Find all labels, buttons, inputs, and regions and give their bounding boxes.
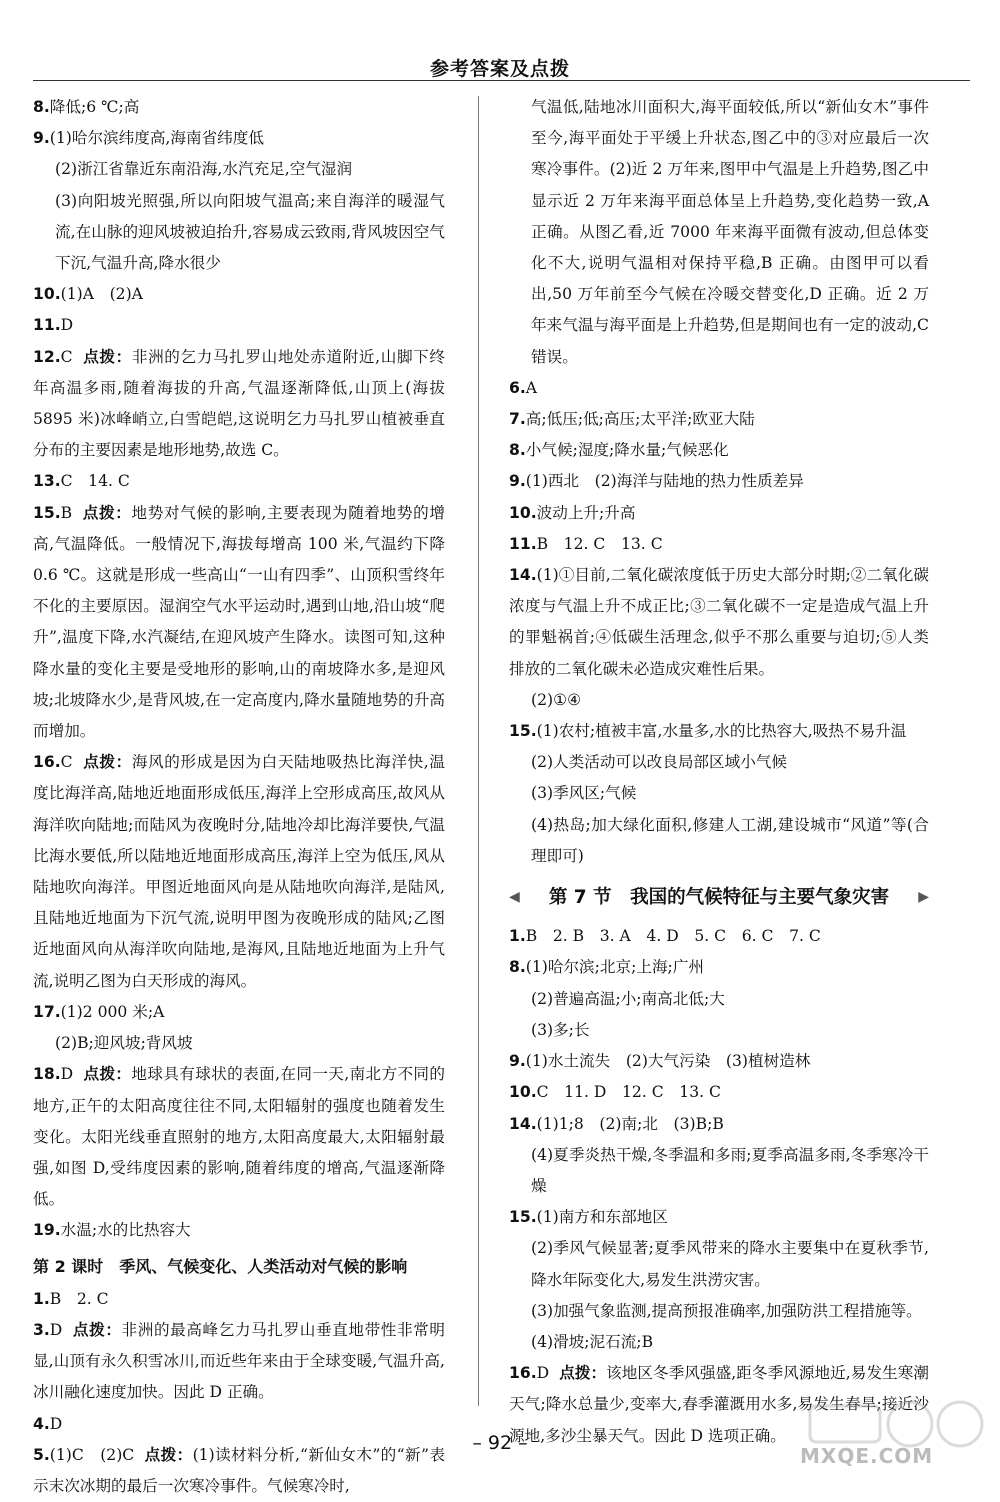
answer-item bbox=[33, 747, 445, 997]
question-number: 11. bbox=[509, 534, 537, 553]
answer-item bbox=[509, 716, 929, 747]
answer-text: D bbox=[60, 316, 74, 335]
answer-item bbox=[509, 1077, 929, 1108]
tip-label: 点拨： bbox=[83, 1065, 132, 1084]
header-rule bbox=[33, 80, 970, 81]
answer-text: (1)南方和东部地区 bbox=[536, 1208, 668, 1227]
answer-text: 高;低压;低;高压;太平洋;欧亚大陆 bbox=[525, 410, 755, 429]
answer-item bbox=[509, 1202, 929, 1233]
answer-text: (1)1;8 (2)南;北 (3)B;B bbox=[536, 1114, 724, 1133]
lesson-subheading: 第 2 课时 季风、气候变化、人类活动对气候的影响 bbox=[33, 1256, 408, 1276]
answer-text: (1)2 000 米;A bbox=[60, 1002, 165, 1021]
triangle-left-icon: ◀ bbox=[509, 889, 520, 906]
answer-item bbox=[509, 529, 929, 560]
answer-text: 波动上升;升高 bbox=[536, 503, 636, 522]
question-number: 8. bbox=[509, 441, 526, 460]
answer-text: (1)水土流失 (2)大气污染 (3)植树造林 bbox=[525, 1052, 811, 1071]
question-number: 4. bbox=[33, 1414, 50, 1433]
answer-text: (3)加强气象监测,提高预报准确率,加强防洪工程措施等。 bbox=[531, 1301, 922, 1320]
answer-item bbox=[509, 1015, 929, 1046]
tip-text: (1)读材料分析,“新仙女木”的“新”表示末次冰期的最后一次寒冷事件。气候寒冷时, bbox=[33, 1445, 445, 1495]
answer-item bbox=[509, 1233, 929, 1295]
tip-label: 点拨： bbox=[82, 347, 132, 366]
question-number: 15. bbox=[33, 503, 61, 522]
answer-item bbox=[509, 373, 929, 404]
question-number: 18. bbox=[33, 1065, 61, 1084]
question-number: 1. bbox=[33, 1289, 50, 1308]
answer-item bbox=[33, 279, 445, 310]
answer-item bbox=[33, 466, 445, 497]
answer-item bbox=[33, 123, 445, 154]
question-number: 7. bbox=[509, 410, 526, 429]
tip-label: 点拨： bbox=[82, 503, 132, 522]
answer-item bbox=[509, 984, 929, 1015]
question-number: 11. bbox=[33, 316, 61, 335]
question-number: 10. bbox=[509, 1083, 537, 1102]
tip-text: 非洲的乞力马扎罗山地处赤道附近,山脚下终年高温多雨,随着海拔的升高,气温逐渐降低,山顶上(海拔 5895 米)冰峰峭立,白雪皑皑,这说明乞力马扎罗山植被垂直分布的主要因素是地形地势,故选 C。 bbox=[33, 347, 445, 460]
answer-text: (1)A (2)A bbox=[60, 285, 143, 304]
answer-text: B 2. C bbox=[49, 1289, 109, 1308]
tip-label: 点拨： bbox=[72, 1320, 122, 1339]
question-number: 9. bbox=[33, 129, 50, 148]
question-number: 9. bbox=[509, 1052, 526, 1071]
question-number: 10. bbox=[509, 503, 537, 522]
question-number: 5. bbox=[33, 1445, 50, 1464]
answer-text: (1)哈尔滨纬度高,海南省纬度低 bbox=[49, 129, 264, 148]
answer-item bbox=[509, 1109, 929, 1140]
answer-text: (4)滑坡;泥石流;B bbox=[531, 1332, 654, 1351]
answer-item bbox=[509, 952, 929, 983]
question-number: 15. bbox=[509, 722, 537, 741]
answer-item bbox=[33, 1315, 445, 1409]
answer-item bbox=[509, 435, 929, 466]
answer-text: (4)夏季炎热干燥,冬季温和多雨;夏季高温多雨,冬季寒冷干燥 bbox=[531, 1145, 929, 1195]
answer-item bbox=[33, 1284, 445, 1315]
tip-text: 地势对气候的影响,主要表现为随着地势的增高,气温降低。一般情况下,海拔每增高 100 米,气温约下降 0.6 ℃。这就是形成一些高山“一山有四季”、山顶积雪终年不化的主要原因。湿润空气水平运动时,遇到山地,沿山坡“爬升”,温度下降,水汽凝结,在迎风坡产生降水。读图可知,这种降水量的变化主要是受地形的影响,山的南坡降水多,是迎风坡;北坡降水少,是背风坡,在一定高度内,降水量随地势的升高而增加。 bbox=[33, 503, 445, 741]
question-number: 1. bbox=[509, 927, 526, 946]
answer-item bbox=[33, 498, 445, 748]
question-number: 19. bbox=[33, 1221, 61, 1240]
answer-item bbox=[509, 1046, 929, 1077]
answer-text: (2)B;迎风坡;背风坡 bbox=[55, 1034, 193, 1053]
page-number: – 92 – bbox=[472, 1432, 528, 1454]
answer-text: (3)多;长 bbox=[531, 1020, 590, 1039]
tip-text: 该地区冬季风强盛,距冬季风源地近,易发生寒潮天气;降水总量少,变率大,春季灌溉用水多,易发生春旱;接近沙源地,多沙尘暴天气。因此 D 选项正确。 bbox=[509, 1364, 929, 1445]
answer-text: D bbox=[60, 1065, 74, 1084]
question-number: 8. bbox=[33, 98, 50, 116]
answer-text: B bbox=[60, 503, 73, 522]
answer-item bbox=[509, 1140, 929, 1202]
question-number: 17. bbox=[33, 1002, 61, 1021]
answer-text: (3)向阳坡光照强,所以向阳坡气温高;来自海洋的暖湿气流,在山脉的迎风坡被迫抬升,容易成云致雨,背风坡因空气下沉,气温升高,降水很少 bbox=[55, 191, 445, 273]
answer-item bbox=[509, 404, 929, 435]
answer-text: (1)农村;植被丰富,水量多,水的比热容大,吸热不易升温 bbox=[536, 722, 907, 741]
answer-text: B 2. B 3. A 4. D 5. C 6. C 7. C bbox=[525, 927, 821, 946]
answer-item bbox=[509, 778, 929, 809]
answer-text: (2)人类活动可以改良局部区域小气候 bbox=[531, 753, 787, 772]
answer-item bbox=[509, 92, 929, 373]
question-number: 16. bbox=[509, 1364, 537, 1383]
question-number: 13. bbox=[33, 472, 61, 491]
answer-item bbox=[33, 310, 445, 341]
answer-item bbox=[33, 1059, 445, 1215]
answer-item bbox=[33, 997, 445, 1028]
question-number: 9. bbox=[509, 472, 526, 491]
answer-item bbox=[33, 186, 445, 280]
section-heading bbox=[509, 882, 929, 913]
answer-item bbox=[33, 92, 445, 123]
answer-text: (1)西北 (2)海洋与陆地的热力性质差异 bbox=[525, 472, 804, 491]
answer-item bbox=[509, 1296, 929, 1327]
answer-text: (1)①目前,二氧化碳浓度低于历史大部分时期;②二氧化碳浓度与气温上升不成正比;③二氧化碳不一定是造成气温上升的罪魁祸首;④低碳生活理念,似乎不那么重要与迫切;⑤人类排放的二氧化碳未必造成灾难性后果。 bbox=[509, 566, 929, 678]
answer-item bbox=[509, 560, 929, 685]
watermark-text: MXQE.COM bbox=[800, 1444, 934, 1468]
answer-text: (3)季风区;气候 bbox=[531, 784, 637, 803]
tip-text: 非洲的最高峰乞力马扎罗山垂直地带性非常明显,山顶有永久积雪冰川,而近些年来由于全球变暖,气温升高,冰川融化速度加快。因此 D 正确。 bbox=[33, 1320, 445, 1402]
answer-text: (1)哈尔滨;北京;上海;广州 bbox=[525, 958, 704, 977]
tip-text: 地球具有球状的表面,在同一天,南北方不同的地方,正午的太阳高度往往不同,太阳辐射的强度也随着发生变化。太阳光线垂直照射的地方,太阳高度最大,太阳辐射最强,如图 D,受纬度因素的影响,随着纬度的增高,气温逐渐降低。 bbox=[33, 1065, 445, 1209]
answer-text: A bbox=[525, 378, 538, 397]
answer-text: (2)浙江省靠近东南沿海,水汽充足,空气湿润 bbox=[55, 160, 353, 179]
question-number: 14. bbox=[509, 1114, 537, 1133]
answer-text: D bbox=[536, 1364, 550, 1383]
answer-item bbox=[509, 1327, 929, 1358]
answer-text: C 14. C bbox=[60, 472, 130, 491]
answer-text: (4)热岛;加大绿化面积,修建人工湖,建设城市“风道”等(合理即可) bbox=[531, 815, 929, 865]
answer-item bbox=[33, 342, 445, 467]
question-number: 6. bbox=[509, 378, 526, 397]
answer-item bbox=[509, 685, 929, 716]
page-header: 参考答案及点拨 bbox=[429, 58, 570, 80]
answer-text: (1)C (2)C bbox=[49, 1445, 135, 1464]
answer-text: (2)季风气候显著;夏季风带来的降水主要集中在夏秋季节,降水年际变化大,易发生洪涝灾害。 bbox=[531, 1239, 929, 1289]
answer-text: D bbox=[49, 1320, 63, 1339]
question-number: 14. bbox=[509, 566, 537, 585]
tip-label: 点拨： bbox=[559, 1364, 607, 1383]
answer-text: (2)普遍高温;小;南高北低;大 bbox=[531, 989, 725, 1008]
answer-text: D bbox=[49, 1414, 63, 1433]
right-column bbox=[509, 92, 929, 1452]
tip-label: 点拨： bbox=[144, 1445, 193, 1464]
answer-item bbox=[509, 921, 929, 952]
answer-item bbox=[33, 1028, 445, 1059]
answer-text: 气温低,陆地冰川面积大,海平面较低,所以“新仙女木”事件至今,海平面处于平缓上升状态,图乙中的③对应最后一次寒冷事件。(2)近 2 万年来,图甲中气温是上升趋势,图乙中显示近 2 万年来海平面总体呈上升趋势,变化趋势一致,A 正确。从图乙看,近 7000 年来海平面微有波动,但总体变化不大,说明气温相对保持平稳,B 正确。由图甲可以看出,50 万年前至今气候在冷暖交替变化,D 正确。近 2 万年来气温与海平面是上升趋势,但是期间也有一定的波动,C 错误。 bbox=[531, 98, 929, 366]
column-divider bbox=[478, 96, 479, 1406]
answer-text: C bbox=[60, 753, 73, 772]
question-number: 8. bbox=[509, 958, 526, 977]
question-number: 3. bbox=[33, 1320, 50, 1339]
answer-item bbox=[33, 154, 445, 185]
tip-label: 点拨： bbox=[82, 753, 132, 772]
answer-text: 降低;6 ℃;高 bbox=[49, 98, 140, 116]
question-number: 16. bbox=[33, 753, 61, 772]
answer-text: B 12. C 13. C bbox=[536, 534, 663, 553]
answer-item bbox=[509, 810, 929, 872]
triangle-right-icon: ▶ bbox=[918, 889, 929, 906]
answer-text: C 11. D 12. C 13. C bbox=[536, 1083, 721, 1102]
answer-text: 水温;水的比热容大 bbox=[60, 1221, 191, 1240]
section-title: 第 7 节 我国的气候特征与主要气象灾害 bbox=[548, 887, 890, 909]
question-number: 15. bbox=[509, 1208, 537, 1227]
answer-item bbox=[509, 747, 929, 778]
answer-text: C bbox=[60, 347, 73, 366]
tip-text: 海风的形成是因为白天陆地吸热比海洋快,温度比海洋高,陆地近地面形成低压,海洋上空形成高压,故风从海洋吹向陆地;而陆风为夜晚时分,陆地冷却比海洋要快,气温比海水要低,所以陆地近地面形成高压,海洋上空为低压,风从陆地吹向海洋。甲图近地面风向是从陆地吹向海洋,是陆风,且陆地近地面为下沉气流,说明甲图为夜晚形成的陆风;乙图近地面风向从海洋吹向陆地,是海风,且陆地近地面为上升气流,说明乙图为白天形成的海风。 bbox=[33, 753, 445, 990]
answer-item bbox=[33, 1215, 445, 1246]
answer-item bbox=[509, 498, 929, 529]
question-number: 10. bbox=[33, 285, 61, 304]
left-column bbox=[33, 92, 445, 1502]
answer-text: (2)①④ bbox=[531, 690, 582, 709]
question-number: 12. bbox=[33, 347, 61, 366]
answer-item bbox=[509, 466, 929, 497]
answer-text: 小气候;湿度;降水量;气候恶化 bbox=[525, 441, 729, 460]
